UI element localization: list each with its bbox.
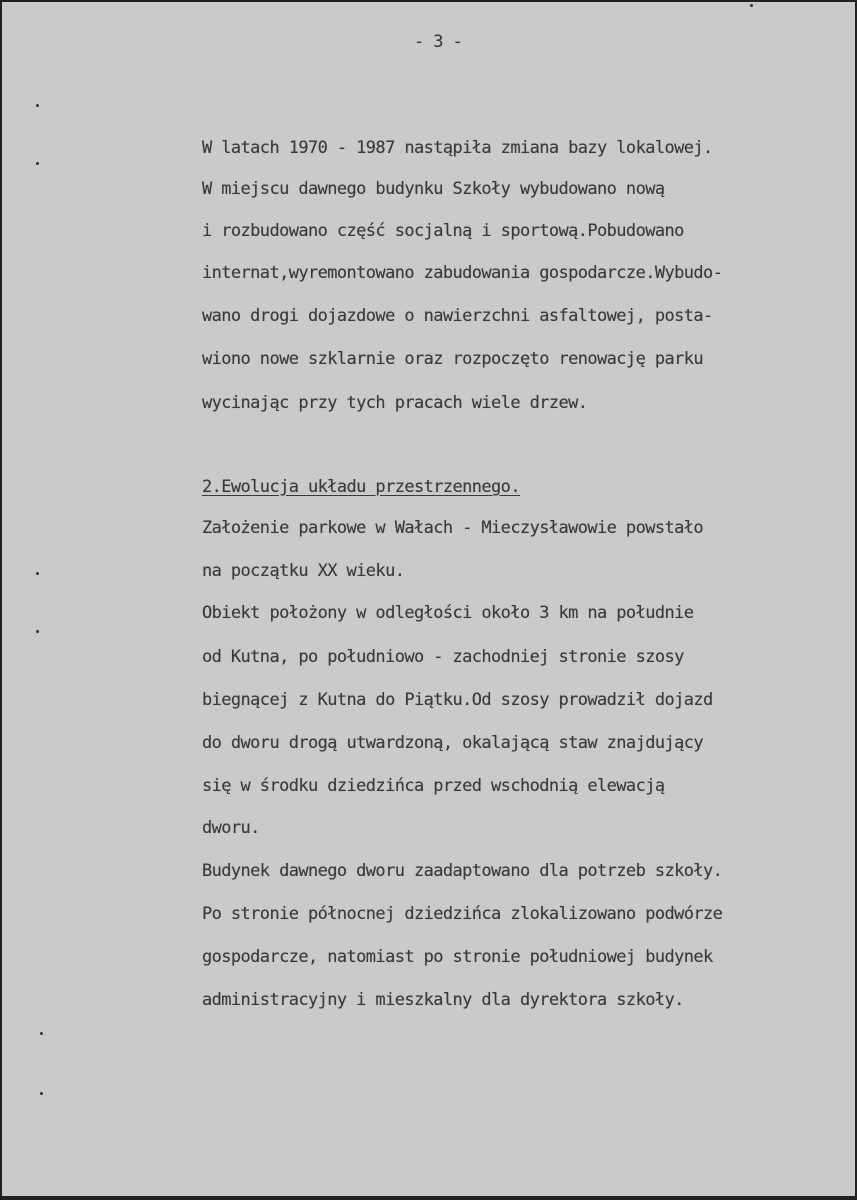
paragraph-1-line: W latach 1970 - 1987 nastąpiła zmiana bazy lokalowej. xyxy=(202,138,713,158)
paragraph-4-line: gospodarcze, natomiast po stronie południowej budynek xyxy=(202,947,713,967)
paragraph-1-line: wano drogi dojazdowe o nawierzchni asfaltowej, posta- xyxy=(202,306,713,326)
paragraph-4-line: administracyjny i mieszkalny dla dyrektora szkoły. xyxy=(202,990,684,1010)
paragraph-1-line: i rozbudowano część socjalną i sportową.Pobudowano xyxy=(202,221,684,241)
margin-dot xyxy=(40,1032,43,1035)
paragraph-1-line: wycinając przy tych pracach wiele drzew. xyxy=(202,393,588,413)
margin-dot xyxy=(40,1092,43,1095)
margin-dot xyxy=(36,630,39,633)
margin-dot xyxy=(36,572,39,575)
paragraph-4-line: Budynek dawnego dworu zaadaptowano dla potrzeb szkoły. xyxy=(202,861,723,881)
paragraph-3-line: od Kutna, po południowo - zachodniej stronie szosy xyxy=(202,647,684,667)
page-number: - 3 - xyxy=(414,32,463,52)
paragraph-1-line: W miejscu dawnego budynku Szkoły wybudowano nową xyxy=(202,179,665,199)
paragraph-3-line: się w środku dziedzińca przed wschodnią elewacją xyxy=(202,776,665,796)
paragraph-1-line: wiono nowe szklarnie oraz rozpoczęto renowację parku xyxy=(202,349,704,369)
paragraph-3-line: do dworu drogą utwardzoną, okalającą staw znajdujący xyxy=(202,733,704,753)
margin-dot xyxy=(36,162,39,165)
paragraph-1-line: internat,wyremontowano zabudowania gospodarcze.Wybudo- xyxy=(202,263,723,283)
section-heading: 2.Ewolucja układu przestrzennego. xyxy=(202,477,520,497)
paragraph-2-line: Założenie parkowe w Wałach - Mieczysławowie powstało xyxy=(202,518,704,538)
paragraph-3-line: biegnącej z Kutna do Piątku.Od szosy prowadził dojazd xyxy=(202,690,713,710)
paragraph-4-line: Po stronie północnej dziedzińca zlokalizowano podwórze xyxy=(202,904,723,924)
paragraph-3-line: Obiekt położony w odległości około 3 km na południe xyxy=(202,603,694,623)
paragraph-3-line: dworu. xyxy=(202,818,260,838)
margin-dot xyxy=(750,4,753,7)
paragraph-2-line: na początku XX wieku. xyxy=(202,561,405,581)
document-page xyxy=(2,2,855,1196)
margin-dot xyxy=(36,104,39,107)
